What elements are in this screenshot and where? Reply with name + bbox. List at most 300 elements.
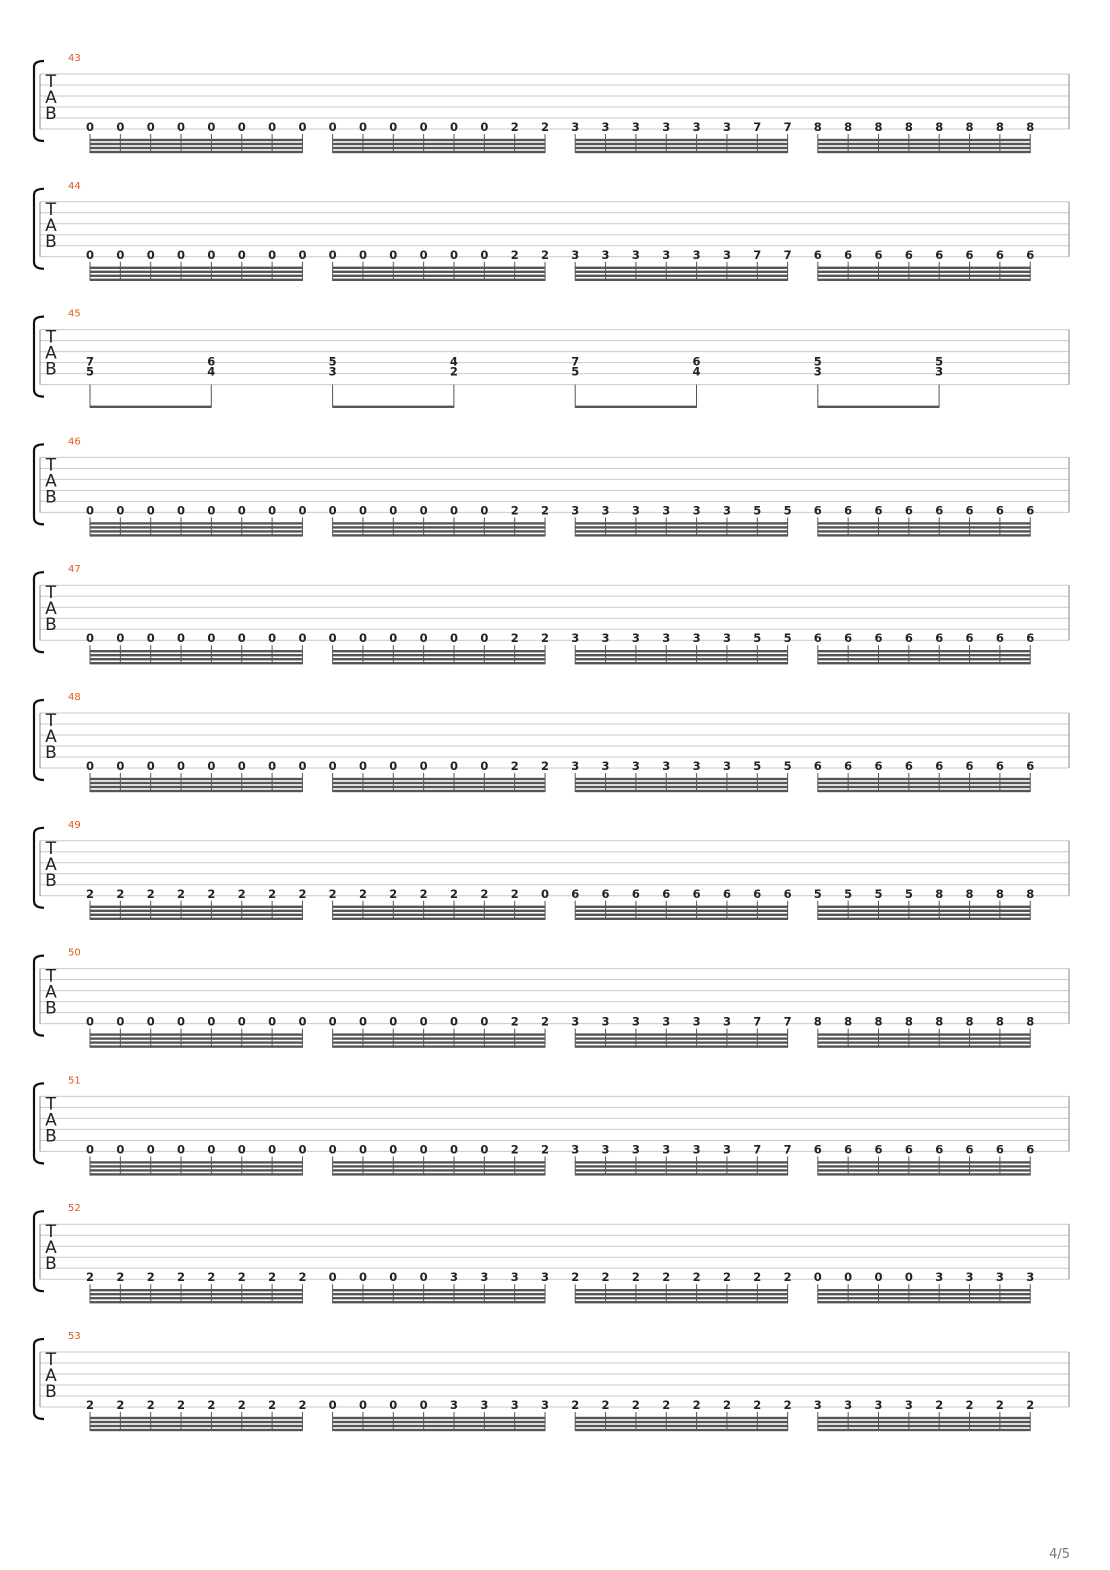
fret-number: 2 [449, 364, 458, 379]
beam [90, 1033, 302, 1035]
fret-number: 0 [177, 1142, 186, 1157]
fret-number: 3 [601, 1014, 610, 1029]
fret-number: 2 [965, 1398, 974, 1412]
fret-number: 6 [874, 247, 883, 262]
beam [333, 790, 545, 792]
beam [90, 790, 302, 792]
fret-number: 3 [722, 1142, 731, 1157]
beam [333, 654, 545, 656]
fret-number: 2 [207, 886, 216, 901]
beam [90, 530, 302, 532]
fret-number: 8 [813, 1014, 822, 1029]
fret-number: 0 [237, 1142, 246, 1157]
beam [818, 1289, 1030, 1291]
beam [818, 658, 1030, 660]
fret-number: 3 [571, 1014, 580, 1029]
fret-number: 0 [207, 503, 216, 518]
measure-number: 52 [68, 1203, 81, 1215]
fret-number: 6 [1026, 247, 1035, 262]
beam [818, 522, 1030, 524]
fret-number: 2 [268, 1270, 277, 1285]
beam [575, 786, 787, 788]
fret-number: 0 [358, 1270, 367, 1285]
fret-number: 0 [419, 1014, 428, 1029]
tab-clef-b: B [45, 359, 57, 380]
fret-number: 0 [207, 1142, 216, 1157]
fret-number: 0 [358, 120, 367, 134]
fret-number: 0 [904, 1270, 913, 1285]
fret-number: 2 [298, 1398, 307, 1412]
fret-number: 8 [813, 120, 822, 134]
beam [575, 1033, 787, 1035]
fret-number: 2 [449, 886, 459, 901]
tab-system [34, 948, 1069, 1048]
fret-number: 0 [177, 759, 186, 773]
fret-number: 0 [116, 247, 125, 262]
page-number: 4/5 [1049, 1547, 1070, 1562]
beam [575, 267, 787, 269]
tab-system [34, 309, 1069, 408]
fret-number: 0 [480, 247, 489, 262]
fret-number: 7 [85, 354, 95, 369]
beam [90, 1161, 302, 1163]
fret-number: 0 [116, 1014, 125, 1029]
tab-clef-b: B [45, 998, 57, 1019]
fret-number: 5 [753, 631, 762, 646]
fret-number: 6 [874, 1142, 883, 1157]
beam [90, 271, 302, 273]
beam [333, 530, 545, 532]
beam [575, 654, 787, 656]
fret-number: 2 [753, 1398, 762, 1412]
fret-number: 8 [844, 1014, 853, 1029]
tab-clef-t: T [45, 711, 57, 731]
fret-number: 5 [328, 354, 337, 369]
fret-number: 3 [571, 759, 580, 773]
fret-number: 0 [419, 503, 428, 518]
fret-number: 3 [541, 1398, 550, 1412]
fret-number: 2 [541, 120, 550, 134]
fret-number: 2 [146, 1270, 155, 1285]
beam [333, 1301, 545, 1303]
fret-number: 0 [85, 759, 95, 773]
fret-number: 0 [237, 631, 246, 646]
fret-number: 0 [146, 759, 155, 773]
beam [333, 782, 545, 784]
beam [90, 662, 302, 664]
fret-number: 2 [85, 1398, 95, 1412]
fret-number: 3 [722, 120, 731, 134]
fret-number: 3 [813, 364, 822, 379]
fret-number: 8 [874, 120, 883, 134]
fret-number: 0 [146, 247, 155, 262]
fret-number: 6 [844, 759, 853, 773]
fret-number: 0 [85, 1142, 95, 1157]
fret-number: 3 [631, 759, 640, 773]
beam [575, 782, 787, 784]
fret-number: 0 [844, 1270, 853, 1285]
fret-number: 0 [358, 1014, 367, 1029]
beam [575, 1429, 787, 1431]
fret-number: 6 [935, 247, 944, 262]
tab-system [34, 1203, 1069, 1303]
fret-number: 0 [389, 1014, 398, 1029]
fret-number: 2 [237, 1270, 246, 1285]
fret-number: 3 [601, 631, 610, 646]
beam [818, 530, 1030, 532]
fret-number: 2 [480, 886, 489, 901]
fret-number: 0 [419, 247, 428, 262]
beam [818, 1297, 1030, 1299]
tab-clef-t: T [45, 455, 57, 476]
fret-number: 0 [358, 759, 367, 773]
fret-number: 6 [904, 759, 913, 773]
fret-number: 3 [662, 503, 671, 518]
fret-number: 0 [298, 1142, 307, 1157]
beam [90, 147, 302, 149]
fret-number: 0 [116, 503, 125, 518]
fret-number: 2 [85, 1270, 95, 1285]
tab-clef-b: B [45, 487, 57, 508]
fret-number: 5 [571, 364, 580, 379]
beam [333, 271, 545, 273]
fret-number: 0 [146, 1142, 155, 1157]
fret-number: 6 [813, 759, 822, 773]
fret-number: 5 [85, 364, 95, 379]
beam [575, 1293, 787, 1295]
tab-clef-t: T [45, 1222, 57, 1243]
fret-number: 3 [631, 120, 640, 134]
fret-number: 0 [237, 503, 246, 518]
fret-number: 6 [571, 886, 580, 901]
fret-number: 3 [692, 631, 701, 646]
beam [818, 906, 1030, 908]
fret-number: 0 [358, 1398, 367, 1412]
fret-number: 0 [146, 1014, 155, 1029]
fret-number: 3 [631, 503, 640, 518]
fret-number: 6 [601, 886, 610, 901]
fret-number: 6 [1026, 759, 1035, 773]
fret-number: 2 [783, 1398, 792, 1412]
fret-number: 3 [631, 1142, 640, 1157]
beam [90, 658, 302, 660]
beam [90, 918, 302, 920]
beam [333, 1173, 545, 1175]
beam [575, 1041, 787, 1043]
beam [333, 910, 545, 912]
tab-clef-t: T [45, 327, 57, 348]
beam [90, 1425, 302, 1427]
fret-number: 0 [358, 631, 367, 646]
fret-number: 0 [480, 1014, 489, 1029]
fret-number: 7 [753, 120, 762, 134]
fret-number: 3 [510, 1398, 519, 1412]
beam [333, 906, 545, 908]
beam [818, 1041, 1030, 1043]
fret-number: 8 [935, 886, 944, 901]
tab-clef-a: A [45, 343, 57, 364]
fret-number: 0 [237, 120, 246, 134]
beam [575, 906, 787, 908]
beam [333, 914, 545, 916]
fret-number: 0 [449, 1014, 459, 1029]
fret-number: 0 [480, 1142, 489, 1157]
fret-number: 2 [207, 1270, 216, 1285]
fret-number: 8 [965, 120, 974, 134]
beam [90, 1041, 302, 1043]
fret-number: 2 [85, 886, 95, 901]
beam [818, 650, 1030, 652]
beam [90, 1293, 302, 1295]
fret-number: 6 [1026, 1142, 1035, 1157]
beam [575, 279, 787, 281]
beam [575, 662, 787, 664]
fret-number: 0 [328, 247, 337, 262]
fret-number: 6 [783, 886, 792, 901]
beam [818, 1425, 1030, 1427]
tab-clef-t: T [45, 72, 57, 92]
beam [818, 1293, 1030, 1295]
fret-number: 3 [965, 1270, 974, 1285]
fret-number: 2 [510, 247, 519, 262]
tab-clef-b: B [45, 1126, 57, 1147]
beam [333, 1297, 545, 1299]
fret-number: 5 [935, 354, 944, 369]
beam [818, 1417, 1030, 1419]
beam [90, 906, 302, 908]
fret-number: 6 [965, 1142, 974, 1157]
tab-clef-a: A [45, 1238, 57, 1259]
fret-number: 0 [813, 1270, 822, 1285]
tab-system [34, 1075, 1069, 1175]
fret-number: 2 [116, 886, 125, 901]
beam [90, 1429, 302, 1431]
fret-number: 0 [328, 759, 337, 773]
beam [818, 406, 939, 408]
fret-number: 0 [85, 247, 95, 262]
fret-number: 6 [935, 1142, 944, 1157]
fret-number: 5 [783, 759, 792, 773]
tab-clef-a: A [45, 854, 57, 875]
beam [575, 1425, 787, 1427]
beam [575, 1301, 787, 1303]
beam [575, 526, 787, 528]
fret-number: 5 [904, 886, 913, 901]
beam [818, 918, 1030, 920]
beam [818, 526, 1030, 528]
fret-number: 4 [207, 364, 216, 379]
beam [575, 1169, 787, 1171]
fret-number: 0 [328, 1270, 337, 1285]
fret-number: 7 [783, 1014, 792, 1029]
fret-number: 2 [753, 1270, 762, 1285]
tab-clef-a: A [45, 982, 57, 1003]
fret-number: 0 [389, 503, 398, 518]
tab-clef-b: B [45, 870, 57, 891]
fret-number: 3 [995, 1270, 1004, 1285]
fret-number: 6 [965, 759, 974, 773]
beam [333, 1429, 545, 1431]
beam [575, 914, 787, 916]
fret-number: 7 [783, 1142, 792, 1157]
beam [575, 143, 787, 145]
fret-number: 3 [631, 247, 640, 262]
fret-number: 0 [207, 1014, 216, 1029]
fret-number: 0 [389, 631, 398, 646]
fret-number: 0 [177, 120, 186, 134]
fret-number: 6 [935, 631, 944, 646]
fret-number: 5 [844, 886, 853, 901]
fret-number: 0 [268, 247, 277, 262]
fret-number: 2 [207, 1398, 216, 1412]
fret-number: 0 [449, 503, 459, 518]
beam [575, 534, 787, 536]
beam [333, 1169, 545, 1171]
fret-number: 7 [571, 354, 580, 369]
fret-number: 2 [510, 886, 519, 901]
fret-number: 0 [389, 759, 398, 773]
fret-number: 0 [268, 1014, 277, 1029]
fret-number: 6 [935, 759, 944, 773]
beam [90, 650, 302, 652]
beam [818, 271, 1030, 273]
fret-number: 2 [692, 1270, 701, 1285]
beam [90, 910, 302, 912]
beam [90, 526, 302, 528]
fret-number: 3 [571, 247, 580, 262]
tab-system [34, 564, 1069, 664]
tab-system [34, 692, 1069, 792]
fret-number: 2 [662, 1270, 671, 1285]
fret-number: 2 [541, 1014, 550, 1029]
fret-number: 6 [874, 503, 883, 518]
fret-number: 3 [662, 247, 671, 262]
fret-number: 6 [965, 631, 974, 646]
beam [90, 1297, 302, 1299]
beam [333, 526, 545, 528]
beam [90, 1165, 302, 1167]
fret-number: 0 [449, 631, 459, 646]
fret-number: 0 [358, 1142, 367, 1157]
beam [333, 406, 454, 408]
fret-number: 0 [298, 631, 307, 646]
fret-number: 0 [419, 759, 428, 773]
fret-number: 6 [207, 354, 216, 369]
beam [333, 1161, 545, 1163]
beam [818, 1421, 1030, 1423]
measure-number: 45 [68, 308, 81, 320]
fret-number: 3 [722, 631, 731, 646]
fret-number: 0 [419, 1142, 428, 1157]
tab-system [34, 53, 1069, 153]
fret-number: 0 [85, 120, 95, 134]
fret-number: 3 [510, 1270, 519, 1285]
beam [818, 1301, 1030, 1303]
beam [90, 1169, 302, 1171]
fret-number: 0 [116, 1142, 125, 1157]
fret-number: 2 [237, 1398, 246, 1412]
fret-number: 2 [177, 886, 186, 901]
beam [818, 275, 1030, 277]
beam [90, 1289, 302, 1291]
fret-number: 0 [268, 759, 277, 773]
fret-number: 2 [541, 503, 550, 518]
fret-number: 3 [328, 364, 337, 379]
fret-number: 3 [449, 1270, 459, 1285]
beam [818, 914, 1030, 916]
fret-number: 0 [85, 503, 95, 518]
fret-number: 3 [722, 247, 731, 262]
tab-system [34, 1331, 1069, 1431]
fret-number: 0 [298, 759, 307, 773]
fret-number: 0 [298, 247, 307, 262]
fret-number: 0 [85, 631, 95, 646]
fret-number: 0 [480, 503, 489, 518]
beam [575, 1173, 787, 1175]
fret-number: 0 [298, 1014, 307, 1029]
fret-number: 0 [389, 1142, 398, 1157]
beam [333, 143, 545, 145]
tab-system [34, 181, 1069, 281]
beam [333, 1421, 545, 1423]
fret-number: 0 [541, 886, 550, 901]
beam [333, 1037, 545, 1039]
beam [818, 1169, 1030, 1171]
fret-number: 0 [389, 247, 398, 262]
fret-number: 0 [480, 631, 489, 646]
beam [575, 147, 787, 149]
fret-number: 2 [328, 886, 337, 901]
beam [333, 662, 545, 664]
beam [575, 1161, 787, 1163]
fret-number: 6 [662, 886, 671, 901]
beam [333, 139, 545, 141]
fret-number: 0 [177, 631, 186, 646]
beam [90, 279, 302, 281]
fret-number: 5 [783, 631, 792, 646]
fret-number: 3 [935, 364, 944, 379]
fret-number: 6 [844, 631, 853, 646]
beam [90, 654, 302, 656]
beam [90, 1045, 302, 1047]
fret-number: 2 [510, 631, 519, 646]
fret-number: 0 [449, 1142, 459, 1157]
beam [818, 1161, 1030, 1163]
tab-clef-t: T [45, 1350, 57, 1370]
beam [333, 1045, 545, 1047]
fret-number: 0 [328, 1014, 337, 1029]
fret-number: 3 [631, 1014, 640, 1029]
beam [333, 1417, 545, 1419]
fret-number: 0 [146, 503, 155, 518]
beam [818, 151, 1030, 153]
fret-number: 3 [1026, 1270, 1035, 1285]
beam [575, 790, 787, 792]
fret-number: 3 [662, 759, 671, 773]
fret-number: 7 [753, 1014, 762, 1029]
fret-number: 3 [722, 759, 731, 773]
beam [818, 910, 1030, 912]
fret-number: 0 [207, 120, 216, 134]
fret-number: 4 [692, 364, 701, 379]
fret-number: 8 [1026, 886, 1035, 901]
tab-clef-a: A [45, 471, 57, 492]
fret-number: 2 [237, 886, 246, 901]
fret-number: 2 [116, 1398, 125, 1412]
fret-number: 8 [995, 1014, 1004, 1029]
beam [333, 918, 545, 920]
beam [333, 534, 545, 536]
